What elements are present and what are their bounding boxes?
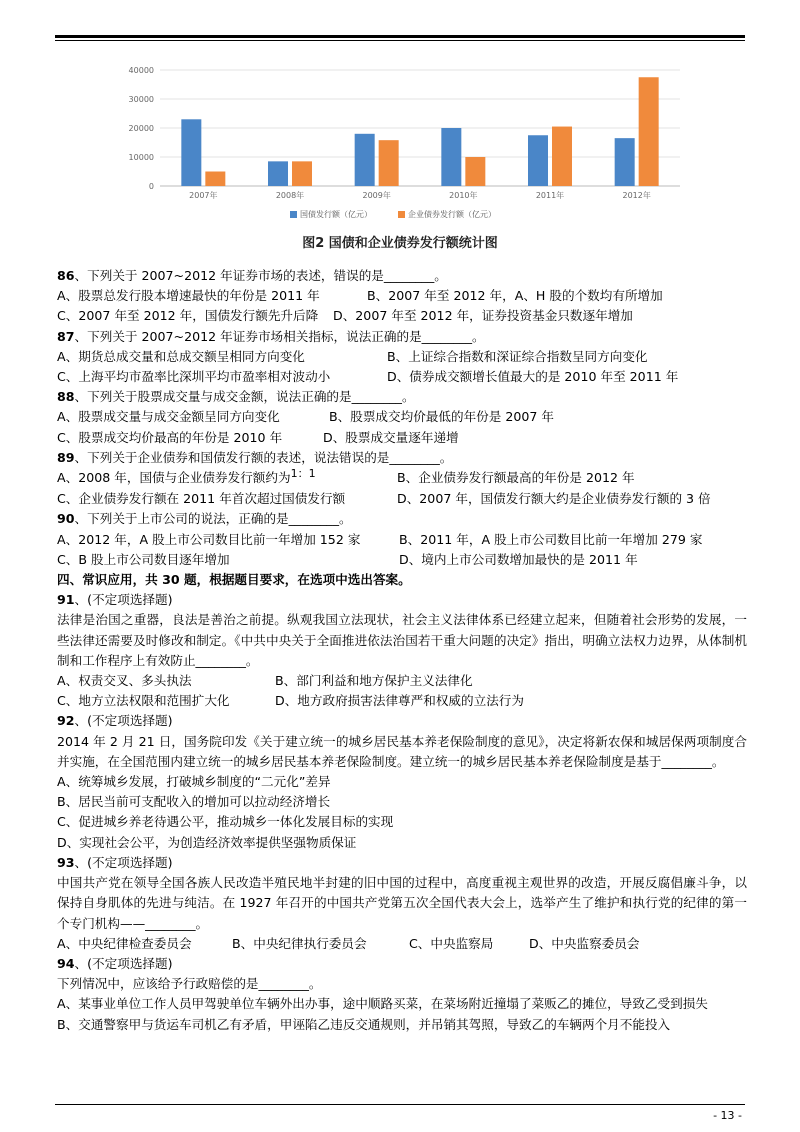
- option-d[interactable]: D、债券成交额增长值最大的是 2010 年至 2011 年: [387, 369, 679, 385]
- option-a-ratio: 1：1: [290, 467, 316, 481]
- option-c[interactable]: C、中央监察局: [409, 935, 494, 951]
- y-tick-label: 30000: [128, 95, 154, 104]
- question-number: 89: [57, 449, 75, 465]
- question-stem: 、下列关于股票成交量与成交金额，说法正确的是________。: [74, 389, 415, 405]
- option-a[interactable]: A、权责交叉、多头执法: [57, 673, 192, 689]
- question-number: 88: [57, 389, 75, 405]
- question-type: 、(不定项选择题): [74, 955, 173, 971]
- option-a[interactable]: A、2012 年，A 股上市公司数目比前一年增加 152 家: [57, 531, 361, 547]
- options-row: [57, 934, 747, 954]
- option-a[interactable]: A、统筹城乡发展，打破城乡制度的“二元化”差异: [57, 774, 331, 790]
- bar-corporate: [552, 127, 572, 186]
- page-number: - 13 -: [713, 1109, 742, 1122]
- footer-rule: [55, 1104, 745, 1105]
- bar-treasury: [441, 128, 461, 186]
- question-90-stem: [57, 509, 747, 529]
- option-b[interactable]: B、股票成交均价最低的年份是 2007 年: [329, 409, 555, 425]
- option-b[interactable]: B、上证综合指数和深证综合指数呈同方向变化: [387, 348, 648, 364]
- question-number: 90: [57, 511, 75, 527]
- option-d[interactable]: D、2007 年，国债发行额大约是企业债券发行额的 3 倍: [397, 491, 711, 507]
- option-d[interactable]: D、境内上市公司数增加最快的是 2011 年: [399, 551, 638, 567]
- options-row: [57, 489, 747, 509]
- option-b[interactable]: B、居民当前可支配收入的增加可以拉动经济增长: [57, 794, 331, 810]
- option-b[interactable]: B、2011 年，A 股上市公司数目比前一年增加 279 家: [399, 531, 703, 547]
- x-tick-label: 2008年: [275, 191, 305, 200]
- question-93-stem: 中国共产党在领导全国各族人民改造半殖民地半封建的旧中国的过程中，高度重视主观世界的改造，开展反腐倡廉斗争，以保持自身肌体的先进与纯洁。在 1927 年召开的中国共产党第五次全国代表大会上，选举产生了维护和执行党的纪律的第一个专门机构——________。: [57, 875, 747, 931]
- chart-title: 图2 国债和企业债券发行额统计图: [302, 236, 498, 251]
- option-d[interactable]: D、2007 年至 2012 年，证券投资基金只数逐年增加: [333, 308, 633, 324]
- y-tick-label: 40000: [128, 66, 154, 75]
- bar-treasury: [268, 161, 288, 186]
- options-row: [57, 347, 747, 367]
- question-93-header: [57, 853, 747, 873]
- bar-corporate: [292, 161, 312, 186]
- question-94-header: [57, 954, 747, 974]
- option-a[interactable]: [57, 468, 397, 489]
- question-88-stem: [57, 387, 747, 407]
- option-a[interactable]: A、股票成交量与成交金额呈同方向变化: [57, 409, 280, 425]
- question-91-stem: 法律是治国之重器，良法是善治之前提。纵观我国立法现状，社会主义法律体系已经建立起来，但随着社会形势的发展，一些法律还需要及时修改和制定。《中共中央关于全面推进依法治国若干重大问题的决定》指出，明确立法权力边界，从体制机制和工作程序上有效防止________。: [57, 612, 747, 668]
- question-89-stem: [57, 448, 747, 468]
- option-c[interactable]: C、B 股上市公司数目逐年增加: [57, 551, 230, 567]
- bar-corporate: [639, 77, 659, 186]
- question-stem: 、下列关于 2007~2012 年证券市场相关指标，说法正确的是________。: [74, 328, 485, 344]
- question-number: 93: [57, 854, 75, 870]
- question-stem: 、下列关于企业债券和国债发行额的表述，说法错误的是________。: [74, 449, 453, 465]
- bar-corporate: [465, 157, 485, 186]
- option-d[interactable]: D、实现社会公平，为创造经济效率提供坚强物质保证: [57, 834, 357, 850]
- options-row: [57, 691, 747, 711]
- bar-treasury: [615, 138, 635, 186]
- option-b[interactable]: B、部门利益和地方保护主义法律化: [275, 673, 473, 689]
- option-d[interactable]: D、股票成交量逐年递增: [323, 429, 459, 445]
- y-tick-label: 10000: [128, 153, 154, 162]
- options-row: [57, 428, 747, 448]
- legend-label: 企业债券发行额（亿元）: [408, 210, 496, 219]
- legend-swatch: [398, 211, 405, 218]
- question-stem: 、下列关于 2007~2012 年证券市场的表述，错误的是________。: [74, 268, 447, 283]
- option-c[interactable]: C、上海平均市盈率比深圳平均市盈率相对波动小: [57, 369, 331, 385]
- option-a[interactable]: A、中央纪律检查委员会: [57, 935, 192, 951]
- legend-swatch: [290, 211, 297, 218]
- options-row: [57, 407, 747, 427]
- question-type: 、(不定项选择题): [74, 854, 173, 870]
- options-row: [57, 367, 747, 387]
- question-number: 91: [57, 592, 75, 608]
- question-number: 92: [57, 713, 75, 729]
- x-tick-label: 2009年: [362, 191, 391, 200]
- bar-corporate: [379, 140, 399, 186]
- legend-label: 国债发行额（亿元）: [300, 210, 372, 219]
- option-d[interactable]: D、中央监察委员会: [529, 935, 640, 951]
- question-86-stem: [57, 266, 747, 286]
- bar-treasury: [181, 119, 201, 186]
- question-stem: 、下列关于上市公司的说法，正确的是________。: [74, 511, 352, 527]
- option-a[interactable]: A、某事业单位工作人员甲驾驶单位车辆外出办事，途中顺路买菜，在菜场附近撞塌了菜贩乙的摊位，导致乙受到损失: [57, 996, 708, 1012]
- option-b[interactable]: B、2007 年至 2012 年，A、H 股的个数均有所增加: [367, 288, 663, 304]
- question-number: 87: [57, 328, 75, 344]
- option-b[interactable]: B、企业债券发行额最高的年份是 2012 年: [397, 470, 635, 486]
- x-tick-label: 2010年: [449, 191, 478, 200]
- options-row: [57, 306, 747, 326]
- question-87-stem: [57, 327, 747, 347]
- question-type: 、(不定项选择题): [74, 713, 173, 729]
- option-b[interactable]: B、交通警察甲与货运车司机乙有矛盾，甲诬陷乙违反交通规则，并吊销其驾照，导致乙的车辆两个月不能投入: [57, 1016, 671, 1032]
- x-tick-label: 2012年: [622, 191, 651, 200]
- question-number: 86: [57, 268, 75, 283]
- options-row: [57, 550, 747, 570]
- question-number: 94: [57, 955, 75, 971]
- option-a[interactable]: A、股票总发行股本增速最快的年份是 2011 年: [57, 288, 320, 304]
- question-91-header: [57, 590, 747, 610]
- options-row: [57, 468, 747, 489]
- option-c[interactable]: C、企业债券发行额在 2011 年首次超过国债发行额: [57, 491, 346, 507]
- y-tick-label: 20000: [128, 124, 154, 133]
- bar-treasury: [528, 135, 548, 186]
- option-a[interactable]: A、期货总成交量和总成交额呈相同方向变化: [57, 348, 305, 364]
- bar-treasury: [355, 134, 375, 186]
- bond-issuance-bar-chart: [110, 55, 690, 255]
- section-heading: 四、常识应用，共 30 题，根据题目要求，在选项中选出答案。: [57, 572, 411, 588]
- x-tick-label: 2007年: [189, 191, 218, 200]
- y-tick-label: 0: [148, 182, 154, 191]
- question-type: 、(不定项选择题): [74, 592, 173, 608]
- option-c[interactable]: C、促进城乡养老待遇公平，推动城乡一体化发展目标的实现: [57, 814, 394, 830]
- options-row: [57, 530, 747, 550]
- option-b[interactable]: B、中央纪律执行委员会: [232, 935, 367, 951]
- question-92-stem: 2014 年 2 月 21 日，国务院印发《关于建立统一的城乡居民基本养老保险制度的意见》，决定将新农保和城居保两项制度合并实施，在全国范围内建立统一的城乡居民基本养老保险制度。建立统一的城乡居民基本养老保险制度是基于________。: [57, 733, 747, 769]
- bar-corporate: [205, 172, 225, 187]
- option-d[interactable]: D、地方政府损害法律尊严和权威的立法行为: [275, 693, 524, 709]
- options-row: [57, 671, 747, 691]
- option-c[interactable]: C、股票成交均价最高的年份是 2010 年: [57, 429, 283, 445]
- option-c[interactable]: C、地方立法权限和范围扩大化: [57, 693, 230, 709]
- option-a-text: A、2008 年，国债与企业债券发行额约为: [57, 470, 291, 486]
- options-row: [57, 286, 747, 306]
- header-rule-thick: [55, 35, 745, 38]
- x-tick-label: 2011年: [535, 191, 565, 200]
- option-c[interactable]: C、2007 年至 2012 年，国债发行额先升后降: [57, 308, 319, 324]
- question-content: [57, 266, 747, 1035]
- question-94-stem: 下列情况中，应该给予行政赔偿的是________。: [57, 976, 322, 992]
- question-92-header: [57, 711, 747, 731]
- header-rule-thin: [55, 40, 745, 41]
